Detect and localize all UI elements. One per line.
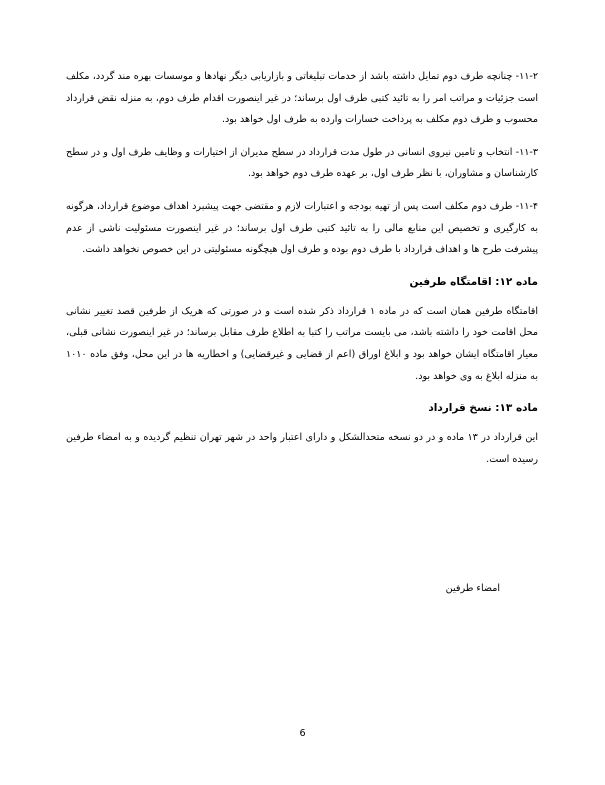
clause-11-2: ۱۱-۲- چنانچه طرف دوم تمایل داشته باشد از خدمات تبلیغاتی و بازاریابی دیگر نهادها و موسسات بهره مند گردد، مکلف است جزئیات و مراتب امر را به تائید کتبی طرف اول برساند؛ در غیر اینصورت اقدام طرف دوم، به منزله نقض قرارداد محسوب و طرف دوم مکلف به پرداخت خسارات وارده به طرف اول خواهد بود. — [66, 71, 538, 126]
signature-label: امضاء طرفین — [445, 583, 500, 594]
document-body — [66, 66, 538, 481]
article-12-heading: ماده ۱۲: اقامتگاه طرفین — [409, 275, 538, 288]
clause-11-3: ۱۱-۳- انتخاب و تامین نیروی انسانی در طول مدت قرارداد در سطح مدیران از اختیارات و وظایف طرف اول و در سطح کارشناسان و مشاوران، با نظر طرف اول، بر عهده طرف دوم خواهد بود. — [66, 146, 538, 180]
clause-11-4: ۱۱-۴- طرف دوم مکلف است پس از تهیه بودجه و اعتبارات لازم و مقتضی جهت پیشبرد اهداف موضوع قرارداد، هرگونه به کارگیری و تخصیص این منابع مالی را به تائید کتبی طرف اول برساند؛ در غیر اینصورت مسئولیت ناشی از عدم پیشرفت طرح ها و اهداف قرارداد با طرف دوم بوده و طرف اول هیچگونه مسئولیتی در این خصوص نخواهد داشت. — [66, 200, 538, 256]
page-number: 6 — [299, 728, 306, 739]
article-13-heading: ماده ۱۳: نسخ قرارداد — [428, 402, 538, 415]
article-13-body: این قرارداد در ۱۳ ماده و در دو نسخه متحدالشکل و دارای اعتبار واحد در شهر تهران تنظیم گردیده و به امضاء طرفین رسیده است. — [66, 432, 538, 465]
article-12-body: اقامتگاه طرفین همان است که در ماده ۱ قرارداد ذکر شده است و در صورتی که هریک از طرفین قصد تغییر نشانی محل اقامت خود را داشته باشد، می بایست مراتب را کتبا به اطلاع طرف مقابل برساند؛ در غیر اینصورت نشانی قبلی، معیار اقامتگاه ایشان خواهد بود و ابلاغ اوراق (اعم از قضایی و غیرقضایی) و اخطاریه ها در این محل، وفق ماده ۱۰۱۰ به منزله ابلاغ به وی خواهد بود. — [66, 305, 538, 382]
